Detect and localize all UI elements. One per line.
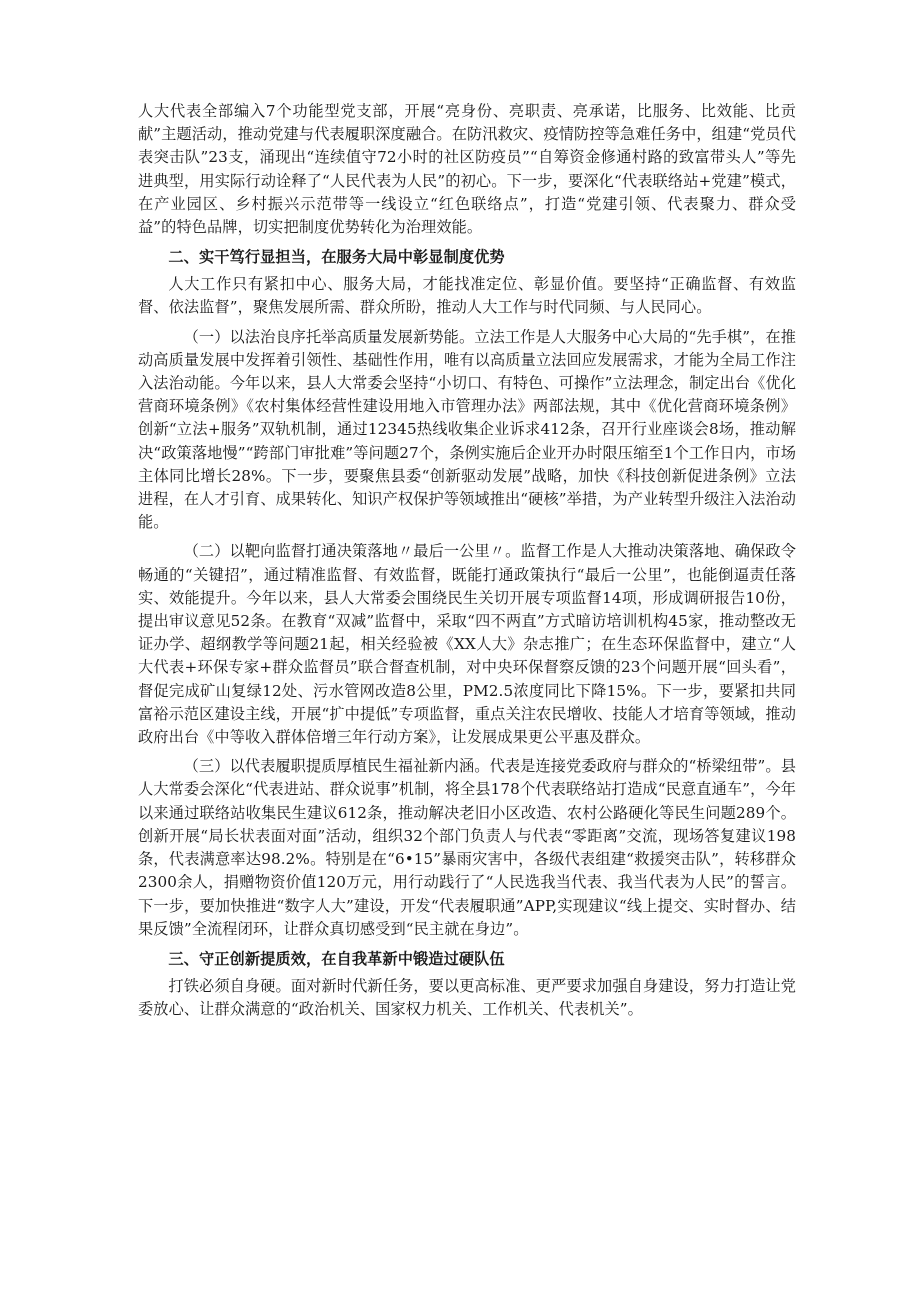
paragraph-subsection-2: （二）以靶向监督打通决策落地〃最后一公里〃。监督工作是人大推动决策落地、确保政令畅通的“关键招”，通过精准监督、有效监督，既能打通政策执行“最后一公里”，也能倒逼责任落实、效能提升。今年以来，县人大常委会围绕民生关切开展专项监督14项，形成调研报告10份，提出审议意见52条。在教育“双减”监督中，采取“四不两直”方式暗访培训机构45家，推动整改无证办学、超纲教学等问题21起，相关经验被《XX人大》杂志推广；在生态环保监督中，建立“人大代表+环保专家+群众监督员”联合督查机制，对中央环保督察反馈的23个问题开展“回头看”，督促完成矿山复绿12处、污水管网改造8公里，PM2.5浓度同比下降15%。下一步，要紧扣共同富裕示范区建设主线，开展“扩中提低”专项监督，重点关注农民增收、技能人才培育等领域，推动政府出台《中等收入群体倍增三年行动方案》，让发展成果更公平惠及群众。 bbox=[138, 542, 796, 747]
section-heading-2: 二、实干笃行显担当，在服务大局中彰显制度优势 bbox=[168, 248, 505, 267]
section-heading-3: 三、守正创新提质效，在自我革新中锻造过硬队伍 bbox=[168, 949, 505, 968]
paragraph-subsection-3: （三）以代表履职提质厚植民生福祉新内涵。代表是连接党委政府与群众的“桥梁纽带”。县人大常委会深化“代表进站、群众说事”机制，将全县178个代表联络站打造成“民意直通车”，今年以来通过联络站收集民生建议612条，推动解决老旧小区改造、农村公路硬化等民生问题289个。创新开展“局长状表面对面”活动，组织32个部门负责人与代表“零距离”交流，现场答复建议198条，代表满意率达98.2%。特别是在“6•15”暴雨灾害中，各级代表组建“救援突击队”，转移群众2300余人，捐赠物资价值120万元，用行动践行了“人民选我当代表、我当代表为人民”的誓言。下一步，要加快推进“数字人大”建设，开发“代表履职通”APP,实现建议“线上提交、实时督办、结果反馈”全流程闭环，让群众真切感受到“民主就在身边”。 bbox=[138, 757, 796, 938]
paragraph-subsection-1: （一）以法治良序托举高质量发展新势能。立法工作是人大服务中心大局的“先手棋”，在推动高质量发展中发挥着引领性、基础性作用，唯有以高质量立法回应发展需求，才能为全局工作注入法治动能。今年以来，县人大常委会坚持“小切口、有特色、可操作”立法理念，制定出台《优化营商环境条例》《农村集体经营性建设用地入市管理办法》两部法规，其中《优化营商环境条例》创新“立法+服务”双轨机制，通过12345热线收集企业诉求412条，召开行业座谈会8场，推动解决“政策落地慢”“跨部门审批难”等问题27个，条例实施后企业开办时限压缩至1个工作日内，市场主体同比增长28%。下一步，要聚焦县委“创新驱动发展”战略，加快《科技创新促进条例》立法进程，在人才引育、成果转化、知识产权保护等领域推出“硬核”举措，为产业转型升级注入法治动能。 bbox=[138, 327, 796, 532]
paragraph-section-2-intro: 人大工作只有紧扣中心、服务大局，才能找准定位、彰显价值。要坚持“正确监督、有效监督、依法监督”，聚焦发展所需、群众所盼，推动人大工作与时代同频、与人民同心。 bbox=[138, 275, 796, 317]
paragraph-section-3-intro: 打铁必须自身硬。面对新时代新任务，要以更高标准、更严要求加强自身建设，努力打造让党委放心、让群众满意的“政治机关、国家权力机关、工作机关、代表机关”。 bbox=[138, 976, 796, 1019]
document-page bbox=[138, 100, 796, 1021]
paragraph-party-building: 人大代表全部编入7个功能型党支部，开展“亮身份、亮职责、亮承诺，比服务、比效能、比贡献”主题活动，推动党建与代表履职深度融合。在防汛救灾、疫情防控等急难任务中，组建“党员代表突击队”23支，涌现出“连续值守72小时的社区防疫员”“自筹资金修通村路的致富带头人”等先进典型，用实际行动诠释了“人民代表为人民”的初心。下一步，要深化“代表联络站+党建”模式，在产业园区、乡村振兴示范带等一线设立“红色联络点”，打造“党建引领、代表聚力、群众受益”的特色品牌，切实把制度优势转化为治理效能。 bbox=[138, 102, 796, 237]
